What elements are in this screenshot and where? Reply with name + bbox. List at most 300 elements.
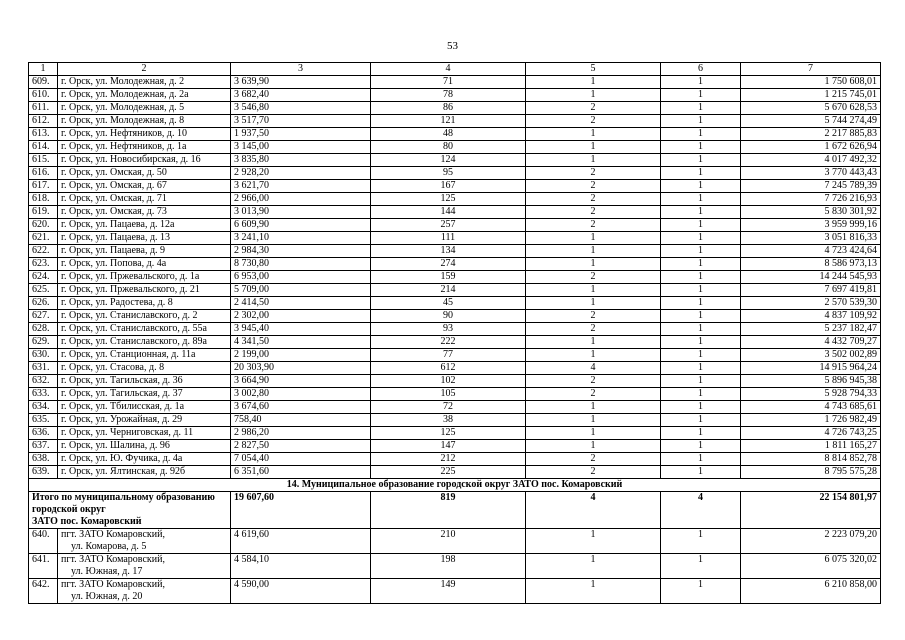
row-address: г. Орск, ул. Пржевальского, д. 1а — [58, 271, 231, 284]
table-row — [29, 128, 881, 141]
row-number: 632. — [29, 375, 58, 388]
total-u2: 4 — [661, 492, 741, 529]
row-area: 3 682,40 — [231, 89, 371, 102]
total-label-line: городской округ — [32, 504, 106, 515]
row-u1: 1 — [526, 414, 661, 427]
row-u2: 1 — [661, 284, 741, 297]
row-residents: 102 — [371, 375, 526, 388]
row-area: 2 928,20 — [231, 167, 371, 180]
row-u2: 1 — [661, 115, 741, 128]
row-u2: 1 — [661, 297, 741, 310]
row-address: г. Орск, ул. Пацаева, д. 12а — [58, 219, 231, 232]
row-u2: 1 — [661, 193, 741, 206]
row-u1: 1 — [526, 232, 661, 245]
row-u1: 1 — [526, 245, 661, 258]
row-address: г. Орск, ул. Станиславского, д. 55а — [58, 323, 231, 336]
row-address: г. Орск, ул. Омская, д. 71 — [58, 193, 231, 206]
row-area: 4 619,60 — [231, 529, 371, 554]
row-residents: 72 — [371, 401, 526, 414]
table-row — [29, 219, 881, 232]
row-area: 6 609,90 — [231, 219, 371, 232]
row-cost: 4 723 424,64 — [741, 245, 881, 258]
row-u1: 2 — [526, 206, 661, 219]
row-residents: 48 — [371, 128, 526, 141]
table-row — [29, 76, 881, 89]
row-u1: 1 — [526, 154, 661, 167]
row-cost: 5 830 301,92 — [741, 206, 881, 219]
row-u2: 1 — [661, 349, 741, 362]
row-cost: 5 928 794,33 — [741, 388, 881, 401]
row-u2: 1 — [661, 154, 741, 167]
row-cost: 1 726 982,49 — [741, 414, 881, 427]
row-cost: 5 896 945,38 — [741, 375, 881, 388]
row-cost: 1 811 165,27 — [741, 440, 881, 453]
row-area: 3 835,80 — [231, 154, 371, 167]
row-address: г. Орск, ул. Попова, д. 4а — [58, 258, 231, 271]
row-residents: 125 — [371, 427, 526, 440]
row-number: 609. — [29, 76, 58, 89]
row-address: г. Орск, ул. Ю. Фучика, д. 4а — [58, 453, 231, 466]
row-u1: 1 — [526, 579, 661, 604]
table-row — [29, 245, 881, 258]
row-u1: 1 — [526, 141, 661, 154]
row-number: 613. — [29, 128, 58, 141]
row-cost: 7 697 419,81 — [741, 284, 881, 297]
row-u1: 1 — [526, 89, 661, 102]
total-label — [29, 492, 231, 529]
column-header: 3 — [231, 63, 371, 76]
row-u2: 1 — [661, 336, 741, 349]
row-address: г. Орск, ул. Станиславского, д. 2 — [58, 310, 231, 323]
table-row — [29, 466, 881, 479]
table-row — [29, 206, 881, 219]
total-row — [29, 492, 881, 529]
row-address-line: ул. Южная, д. 20 — [71, 591, 143, 602]
column-number-row — [29, 63, 881, 76]
row-residents: 144 — [371, 206, 526, 219]
row-u1: 1 — [526, 258, 661, 271]
row-number: 620. — [29, 219, 58, 232]
row-u1: 1 — [526, 284, 661, 297]
row-residents: 124 — [371, 154, 526, 167]
row-area: 3 945,40 — [231, 323, 371, 336]
row-cost: 3 502 002,89 — [741, 349, 881, 362]
row-u1: 2 — [526, 219, 661, 232]
row-cost: 3 959 999,16 — [741, 219, 881, 232]
row-area: 20 303,90 — [231, 362, 371, 375]
page-number: 53 — [447, 40, 458, 52]
table-row — [29, 336, 881, 349]
row-area: 3 674,60 — [231, 401, 371, 414]
section-body — [29, 479, 881, 529]
row-area: 3 013,90 — [231, 206, 371, 219]
row-area: 2 414,50 — [231, 297, 371, 310]
row-number: 621. — [29, 232, 58, 245]
row-residents: 274 — [371, 258, 526, 271]
row-u1: 1 — [526, 427, 661, 440]
row-u2: 1 — [661, 232, 741, 245]
row-number: 641. — [29, 554, 58, 579]
row-u1: 1 — [526, 128, 661, 141]
row-residents: 71 — [371, 76, 526, 89]
row-u2: 1 — [661, 375, 741, 388]
row-residents: 198 — [371, 554, 526, 579]
row-u2: 1 — [661, 388, 741, 401]
table-row — [29, 154, 881, 167]
table-row — [29, 388, 881, 401]
row-number: 638. — [29, 453, 58, 466]
column-header: 5 — [526, 63, 661, 76]
row-residents: 257 — [371, 219, 526, 232]
row-address: г. Орск, ул. Молодежная, д. 5 — [58, 102, 231, 115]
row-u1: 2 — [526, 193, 661, 206]
table-row — [29, 271, 881, 284]
row-residents: 147 — [371, 440, 526, 453]
row-address-line: пгт. ЗАТО Комаровский, — [61, 554, 165, 565]
row-address — [58, 579, 231, 604]
row-number: 624. — [29, 271, 58, 284]
row-number: 636. — [29, 427, 58, 440]
row-area: 5 709,00 — [231, 284, 371, 297]
row-address-line: пгт. ЗАТО Комаровский, — [61, 579, 165, 590]
row-area: 3 621,70 — [231, 180, 371, 193]
table-body-section — [29, 529, 881, 604]
row-residents: 210 — [371, 529, 526, 554]
column-header: 6 — [661, 63, 741, 76]
row-residents: 45 — [371, 297, 526, 310]
row-u2: 1 — [661, 141, 741, 154]
row-area: 3 002,80 — [231, 388, 371, 401]
row-cost: 5 237 182,47 — [741, 323, 881, 336]
table-row — [29, 193, 881, 206]
row-residents: 95 — [371, 167, 526, 180]
row-residents: 77 — [371, 349, 526, 362]
row-address: г. Орск, ул. Молодежная, д. 2а — [58, 89, 231, 102]
row-u2: 1 — [661, 362, 741, 375]
row-u1: 2 — [526, 375, 661, 388]
row-residents: 214 — [371, 284, 526, 297]
total-area: 19 607,60 — [231, 492, 371, 529]
row-number: 633. — [29, 388, 58, 401]
row-u1: 1 — [526, 76, 661, 89]
row-area: 2 199,00 — [231, 349, 371, 362]
row-residents: 105 — [371, 388, 526, 401]
row-cost: 4 432 709,27 — [741, 336, 881, 349]
row-number: 642. — [29, 579, 58, 604]
row-area: 7 054,40 — [231, 453, 371, 466]
section-title: 14. Муниципальное образование городской округ ЗАТО пос. Комаровский — [29, 479, 881, 492]
row-area: 2 966,00 — [231, 193, 371, 206]
row-cost: 2 217 885,83 — [741, 128, 881, 141]
row-address: г. Орск, ул. Молодежная, д. 8 — [58, 115, 231, 128]
row-residents: 80 — [371, 141, 526, 154]
row-u1: 2 — [526, 180, 661, 193]
row-residents: 121 — [371, 115, 526, 128]
row-address: г. Орск, ул. Омская, д. 67 — [58, 180, 231, 193]
row-number: 618. — [29, 193, 58, 206]
row-number: 617. — [29, 180, 58, 193]
row-cost: 7 726 216,93 — [741, 193, 881, 206]
row-cost: 1 750 608,01 — [741, 76, 881, 89]
row-u1: 1 — [526, 440, 661, 453]
row-u1: 4 — [526, 362, 661, 375]
row-number: 631. — [29, 362, 58, 375]
table-row — [29, 167, 881, 180]
row-area: 2 827,50 — [231, 440, 371, 453]
table-row — [29, 310, 881, 323]
row-area: 2 986,20 — [231, 427, 371, 440]
row-address: г. Орск, ул. Омская, д. 73 — [58, 206, 231, 219]
row-address: г. Орск, ул. Омская, д. 50 — [58, 167, 231, 180]
row-cost: 1 672 626,94 — [741, 141, 881, 154]
table-row — [29, 554, 881, 579]
table-row — [29, 258, 881, 271]
row-address — [58, 554, 231, 579]
row-address: г. Орск, ул. Новосибирская, д. 16 — [58, 154, 231, 167]
row-cost: 5 744 274,49 — [741, 115, 881, 128]
row-address-line: ул. Комарова, д. 5 — [71, 541, 147, 552]
row-number: 610. — [29, 89, 58, 102]
row-address: г. Орск, ул. Урожайная, д. 29 — [58, 414, 231, 427]
row-address: г. Орск, ул. Молодежная, д. 2 — [58, 76, 231, 89]
row-u2: 1 — [661, 128, 741, 141]
table-row — [29, 349, 881, 362]
row-address: г. Орск, ул. Тагильская, д. 36 — [58, 375, 231, 388]
row-u2: 1 — [661, 219, 741, 232]
row-number: 623. — [29, 258, 58, 271]
row-residents: 222 — [371, 336, 526, 349]
table-row — [29, 529, 881, 554]
row-area: 3 664,90 — [231, 375, 371, 388]
row-residents: 38 — [371, 414, 526, 427]
row-address: г. Орск, ул. Черниговская, д. 11 — [58, 427, 231, 440]
row-number: 614. — [29, 141, 58, 154]
row-address: г. Орск, ул. Ялтинская, д. 92б — [58, 466, 231, 479]
row-number: 630. — [29, 349, 58, 362]
row-u2: 1 — [661, 554, 741, 579]
row-cost: 5 670 628,53 — [741, 102, 881, 115]
row-cost: 8 814 852,78 — [741, 453, 881, 466]
row-u1: 1 — [526, 554, 661, 579]
row-number: 629. — [29, 336, 58, 349]
row-u2: 1 — [661, 529, 741, 554]
row-u1: 2 — [526, 271, 661, 284]
table-row — [29, 180, 881, 193]
row-cost: 1 215 745,01 — [741, 89, 881, 102]
row-area: 4 590,00 — [231, 579, 371, 604]
row-u2: 1 — [661, 89, 741, 102]
table-row — [29, 579, 881, 604]
row-number: 634. — [29, 401, 58, 414]
column-header: 7 — [741, 63, 881, 76]
row-area: 3 546,80 — [231, 102, 371, 115]
row-area: 3 145,00 — [231, 141, 371, 154]
row-u2: 1 — [661, 102, 741, 115]
row-residents: 225 — [371, 466, 526, 479]
row-area: 4 584,10 — [231, 554, 371, 579]
row-u2: 1 — [661, 427, 741, 440]
row-u2: 1 — [661, 440, 741, 453]
table-row — [29, 323, 881, 336]
row-address: г. Орск, ул. Пацаева, д. 13 — [58, 232, 231, 245]
column-header: 4 — [371, 63, 526, 76]
row-address: г. Орск, ул. Станционная, д. 11а — [58, 349, 231, 362]
row-number: 615. — [29, 154, 58, 167]
row-cost: 4 743 685,61 — [741, 401, 881, 414]
row-cost: 2 570 539,30 — [741, 297, 881, 310]
row-address: г. Орск, ул. Пацаева, д. 9 — [58, 245, 231, 258]
row-u1: 2 — [526, 102, 661, 115]
table-row — [29, 414, 881, 427]
row-cost: 6 210 858,00 — [741, 579, 881, 604]
row-residents: 125 — [371, 193, 526, 206]
row-u1: 2 — [526, 453, 661, 466]
row-area: 4 341,50 — [231, 336, 371, 349]
row-number: 637. — [29, 440, 58, 453]
row-u1: 1 — [526, 336, 661, 349]
row-number: 612. — [29, 115, 58, 128]
table-row — [29, 453, 881, 466]
row-area: 3 639,90 — [231, 76, 371, 89]
row-residents: 93 — [371, 323, 526, 336]
row-u1: 2 — [526, 115, 661, 128]
row-u2: 1 — [661, 466, 741, 479]
row-u2: 1 — [661, 579, 741, 604]
row-address-line: ул. Южная, д. 17 — [71, 566, 143, 577]
row-u2: 1 — [661, 245, 741, 258]
row-u2: 1 — [661, 310, 741, 323]
row-address — [58, 529, 231, 554]
row-residents: 149 — [371, 579, 526, 604]
row-cost: 3 770 443,43 — [741, 167, 881, 180]
row-address: г. Орск, ул. Радостева, д. 8 — [58, 297, 231, 310]
row-address: г. Орск, ул. Стасова, д. 8 — [58, 362, 231, 375]
table-row — [29, 375, 881, 388]
row-cost: 8 795 575,28 — [741, 466, 881, 479]
table-row — [29, 427, 881, 440]
row-area: 758,40 — [231, 414, 371, 427]
row-number: 635. — [29, 414, 58, 427]
row-number: 639. — [29, 466, 58, 479]
row-u1: 2 — [526, 388, 661, 401]
row-cost: 3 051 816,33 — [741, 232, 881, 245]
row-u2: 1 — [661, 206, 741, 219]
row-address: г. Орск, ул. Нефтяников, д. 10 — [58, 128, 231, 141]
row-number: 616. — [29, 167, 58, 180]
row-u2: 1 — [661, 401, 741, 414]
row-u1: 2 — [526, 466, 661, 479]
row-number: 611. — [29, 102, 58, 115]
row-address: г. Орск, ул. Нефтяников, д. 1а — [58, 141, 231, 154]
table-row — [29, 362, 881, 375]
row-u2: 1 — [661, 167, 741, 180]
total-u1: 4 — [526, 492, 661, 529]
total-label-line: ЗАТО пос. Комаровский — [32, 516, 142, 527]
row-u1: 1 — [526, 297, 661, 310]
row-number: 622. — [29, 245, 58, 258]
row-cost: 14 915 964,24 — [741, 362, 881, 375]
row-cost: 8 586 973,13 — [741, 258, 881, 271]
row-u2: 1 — [661, 271, 741, 284]
column-header: 1 — [29, 63, 58, 76]
row-residents: 612 — [371, 362, 526, 375]
row-cost: 4 726 743,25 — [741, 427, 881, 440]
row-residents: 78 — [371, 89, 526, 102]
row-number: 627. — [29, 310, 58, 323]
row-number: 640. — [29, 529, 58, 554]
table-row — [29, 115, 881, 128]
row-address: г. Орск, ул. Тбилисская, д. 1а — [58, 401, 231, 414]
table-row — [29, 89, 881, 102]
row-area: 3 517,70 — [231, 115, 371, 128]
table-row — [29, 284, 881, 297]
row-address-line: пгт. ЗАТО Комаровский, — [61, 529, 165, 540]
total-label-line: Итого по муниципальному образованию — [32, 492, 215, 503]
row-residents: 167 — [371, 180, 526, 193]
row-residents: 90 — [371, 310, 526, 323]
row-area: 1 937,50 — [231, 128, 371, 141]
row-residents: 134 — [371, 245, 526, 258]
row-cost: 4 837 109,92 — [741, 310, 881, 323]
total-cost: 22 154 801,97 — [741, 492, 881, 529]
row-residents: 86 — [371, 102, 526, 115]
row-address: г. Орск, ул. Тагильская, д. 37 — [58, 388, 231, 401]
register-table — [28, 62, 881, 604]
row-number: 625. — [29, 284, 58, 297]
row-u2: 1 — [661, 76, 741, 89]
row-u1: 1 — [526, 349, 661, 362]
row-area: 3 241,10 — [231, 232, 371, 245]
total-residents: 819 — [371, 492, 526, 529]
row-number: 628. — [29, 323, 58, 336]
row-area: 2 984,30 — [231, 245, 371, 258]
row-u1: 1 — [526, 401, 661, 414]
row-area: 6 351,60 — [231, 466, 371, 479]
table-body — [29, 76, 881, 479]
row-u1: 2 — [526, 310, 661, 323]
row-area: 2 302,00 — [231, 310, 371, 323]
row-u2: 1 — [661, 414, 741, 427]
row-area: 6 953,00 — [231, 271, 371, 284]
row-area: 8 730,80 — [231, 258, 371, 271]
column-header: 2 — [58, 63, 231, 76]
row-u1: 2 — [526, 323, 661, 336]
row-u2: 1 — [661, 453, 741, 466]
row-number: 626. — [29, 297, 58, 310]
row-u1: 2 — [526, 167, 661, 180]
row-u2: 1 — [661, 258, 741, 271]
row-cost: 7 245 789,39 — [741, 180, 881, 193]
row-address: г. Орск, ул. Шалина, д. 96 — [58, 440, 231, 453]
row-residents: 159 — [371, 271, 526, 284]
row-number: 619. — [29, 206, 58, 219]
row-residents: 212 — [371, 453, 526, 466]
table-row — [29, 102, 881, 115]
table-row — [29, 232, 881, 245]
row-u2: 1 — [661, 323, 741, 336]
table-row — [29, 440, 881, 453]
table-row — [29, 297, 881, 310]
row-u2: 1 — [661, 180, 741, 193]
table-row — [29, 401, 881, 414]
row-residents: 111 — [371, 232, 526, 245]
row-cost: 2 223 079,20 — [741, 529, 881, 554]
row-cost: 4 017 492,32 — [741, 154, 881, 167]
row-address: г. Орск, ул. Станиславского, д. 89а — [58, 336, 231, 349]
row-u1: 1 — [526, 529, 661, 554]
section-row — [29, 479, 881, 492]
table-row — [29, 141, 881, 154]
